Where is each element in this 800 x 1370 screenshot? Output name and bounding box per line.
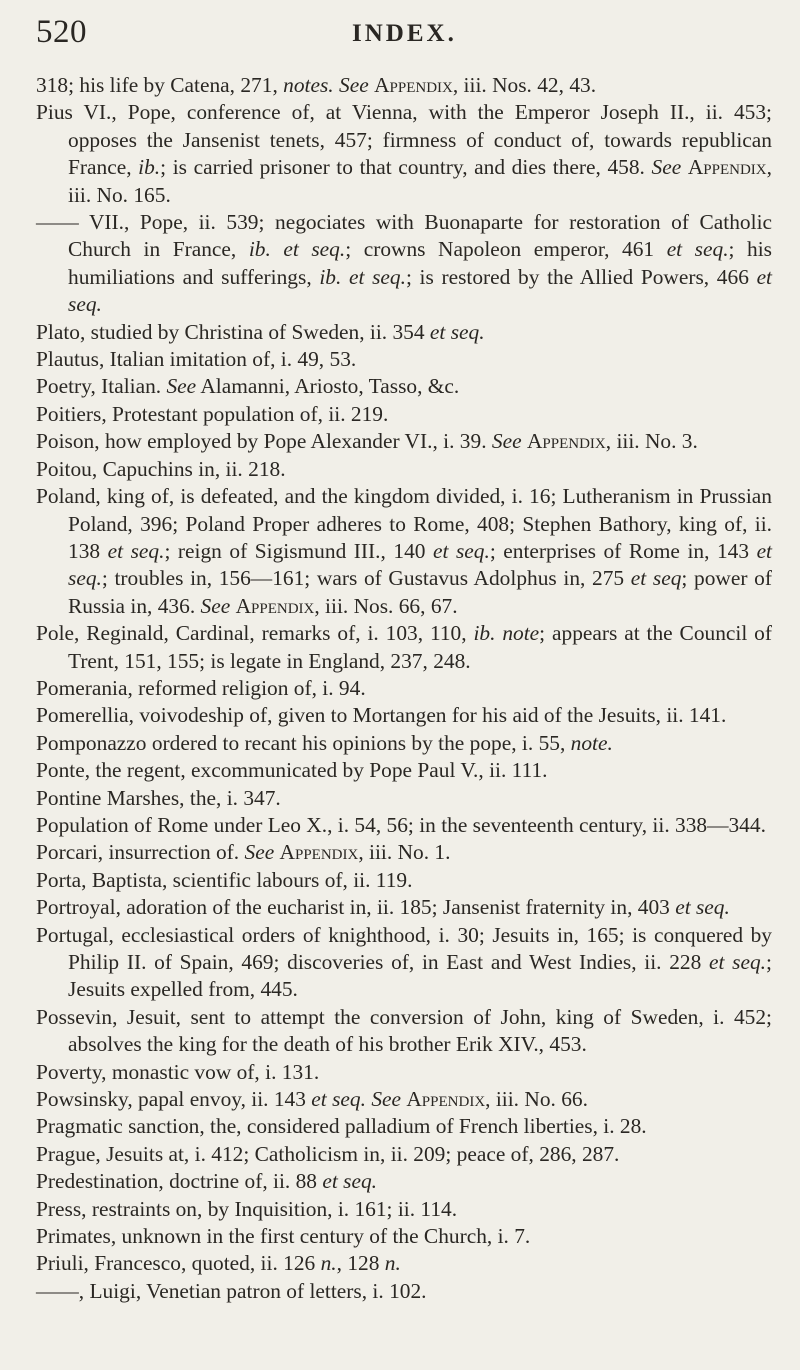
index-entry: [36, 346, 772, 373]
entry-text: ib. note: [473, 621, 540, 646]
entry-text: , iii. No. 66.: [485, 1087, 588, 1112]
entry-text: et seq.: [675, 895, 730, 920]
entry-text: ; is carried prisoner to that country, and dies there, 458.: [160, 155, 652, 180]
entry-text: ; crowns Napoleon emperor, 461: [345, 237, 667, 262]
page-number: 520: [36, 14, 87, 50]
index-entry: [36, 319, 772, 346]
index-entry: [36, 922, 772, 1004]
index-entry: [36, 483, 772, 620]
entry-text: Pius VI., Pope, conference of, at Vienna, with the Emperor Joseph II., ii. 453; opposes the Jansenist tenets, 457; firmness of conduct of, towards republican France,: [36, 100, 772, 180]
index-entry: [36, 428, 772, 455]
index-entry: [36, 730, 772, 757]
index-entry: [36, 839, 772, 866]
entry-text: ——, Luigi, Venetian patron of letters, i. 102.: [36, 1278, 427, 1303]
entry-text: note.: [570, 730, 613, 755]
index-entry: [36, 1059, 772, 1086]
entry-text: , iii. No. 165.: [68, 155, 772, 207]
entry-text: ; Jesuits expelled from, 445.: [68, 950, 772, 1002]
entry-text: ; troubles in, 156—161; wars of Gustavus Adolphus in, 275: [101, 566, 631, 591]
entry-text: Appendix: [687, 155, 767, 180]
page-header: [36, 14, 764, 54]
entry-text: Prague, Jesuits at, i. 412; Catholicism in, ii. 209; peace of, 286, 287.: [36, 1141, 620, 1166]
running-head: INDEX.: [352, 20, 457, 47]
entry-text: ib. et seq.: [319, 264, 406, 289]
entry-text: Powsinsky, papal envoy, ii. 143: [36, 1087, 312, 1112]
entry-text: Ponte, the regent, excommunicated by Pope Paul V., ii. 111.: [36, 758, 548, 783]
entry-text: , iii. No. 3.: [605, 429, 698, 454]
entry-text: Portugal, ecclesiastical orders of knighthood, i. 30; Jesuits in, 165; is conquered by Philip II. of Spain, 469; discoveries of, in East and West Indies, ii. 228: [36, 922, 772, 974]
entry-text: , 128: [336, 1251, 385, 1276]
index-entry: [36, 401, 772, 428]
index-entry: [36, 1141, 772, 1168]
index-entry: [36, 1004, 772, 1059]
entry-text: See: [200, 593, 231, 618]
index-entry: [36, 702, 772, 729]
entry-text: Pontine Marshes, the, i. 347.: [36, 785, 281, 810]
index-entry: [36, 675, 772, 702]
entry-text: et seq.: [666, 237, 729, 262]
entry-text: See: [166, 374, 197, 399]
entry-text: [681, 155, 688, 179]
entry-text: Appendix: [235, 593, 315, 618]
entry-text: et seq.: [322, 1169, 377, 1194]
entry-text: See: [244, 840, 275, 865]
entry-text: et seq.: [311, 1087, 366, 1112]
entry-text: Porta, Baptista, scientific labours of, ii. 119.: [36, 867, 413, 892]
entry-text: See: [651, 155, 682, 180]
entry-text: Portroyal, adoration of the eucharist in, ii. 185; Jansenist fraternity in, 403: [36, 895, 676, 920]
entry-text: Poison, how employed by Pope Alexander VI., i. 39.: [36, 429, 492, 454]
entry-text: See: [491, 429, 522, 454]
index-entry: [36, 620, 772, 675]
entry-text: Pragmatic sanction, the, considered palladium of French liberties, i. 28.: [36, 1114, 647, 1139]
entry-text: et seq.: [107, 538, 165, 563]
index-entries: [36, 72, 772, 1305]
index-entry: [36, 812, 772, 839]
entry-text: Appendix: [406, 1087, 486, 1112]
entry-text: Plautus, Italian imitation of, i. 49, 53.: [36, 347, 357, 372]
index-entry: [36, 373, 772, 400]
index-entry: [36, 757, 772, 784]
entry-text: ; power of Russia in, 436.: [68, 566, 772, 618]
entry-text: ; appears at the Council of Trent, 151, 155; is legate in England, 237, 248.: [68, 621, 772, 673]
entry-text: Press, restraints on, by Inquisition, i. 161; ii. 114.: [36, 1196, 458, 1221]
index-entry: [36, 1223, 772, 1250]
index-entry: [36, 785, 772, 812]
index-entry: [36, 1196, 772, 1223]
entry-text: ib.: [138, 155, 161, 180]
entry-text: ; reign of Sigismund III., 140: [164, 538, 433, 563]
entry-text: et seq.: [68, 264, 772, 317]
index-entry: [36, 209, 772, 319]
entry-text: et seq.: [68, 538, 772, 591]
entry-text: et seq.: [429, 319, 485, 344]
index-entry: [36, 99, 772, 209]
entry-text: Primates, unknown in the first century of the Church, i. 7.: [36, 1224, 531, 1249]
entry-text: Poitiers, Protestant population of, ii. 219.: [36, 401, 389, 426]
index-entry: [36, 1250, 772, 1277]
index-entry: [36, 72, 772, 99]
index-entry: [36, 1086, 772, 1113]
entry-text: Priuli, Francesco, quoted, ii. 126: [36, 1251, 321, 1276]
entry-text: Possevin, Jesuit, sent to attempt the conversion of John, king of Sweden, i. 452; absolves the king for the death of his brother Erik XIV., 453.: [36, 1004, 772, 1057]
entry-text: 318; his life by Catena, 271,: [36, 73, 284, 97]
entry-text: Pomerania, reformed religion of, i. 94.: [36, 675, 366, 700]
index-entry: [36, 894, 772, 921]
entry-text: Porcari, insurrection of.: [36, 840, 245, 865]
entry-text: ; enterprises of Rome in, 143: [489, 538, 757, 563]
entry-text: ib. et seq.: [248, 237, 346, 262]
entry-text: et seq.: [433, 538, 490, 563]
entry-text: See: [371, 1087, 401, 1112]
entry-text: , iii. No. 1.: [358, 840, 451, 865]
entry-text: Alamanni, Ariosto, Tasso, &c.: [196, 374, 460, 399]
index-entry: [36, 1168, 772, 1195]
entry-text: n.: [384, 1251, 401, 1276]
index-entry: [36, 867, 772, 894]
entry-text: Pole, Reginald, Cardinal, remarks of, i. 103, 110,: [36, 621, 474, 646]
entry-text: , iii. Nos. 66, 67.: [314, 593, 458, 618]
entry-text: , iii. Nos. 42, 43.: [452, 73, 597, 97]
entry-text: Poland, king of, is defeated, and the kingdom divided, i. 16; Lutheranism in Prussian Poland, 396; Poland Proper adheres to Rome, 408; Stephen Bathory, king of, ii. 138: [36, 484, 772, 563]
entry-text: —— VII., Pope, ii. 539; negociates with Buonaparte for restoration of Catholic Church in France,: [36, 210, 772, 262]
index-entry: [36, 456, 772, 483]
entry-text: n.: [320, 1251, 337, 1276]
entry-text: ; his humiliations and sufferings,: [68, 237, 773, 289]
entry-text: Pomponazzo ordered to recant his opinions by the pope, i. 55,: [36, 730, 571, 755]
entry-text: Poverty, monastic vow of, i. 131.: [36, 1059, 320, 1084]
entry-text: Appendix: [526, 429, 606, 454]
entry-text: et seq: [630, 566, 682, 591]
entry-text: Population of Rome under Leo X., i. 54, 56; in the seventeenth century, ii. 338—344.: [36, 812, 766, 837]
entry-text: Poetry, Italian.: [36, 374, 167, 399]
entry-text: notes.: [283, 73, 334, 97]
index-entry: [36, 1278, 772, 1305]
entry-text: Pomerellia, voivodeship of, given to Mortangen for his aid of the Jesuits, ii. 141.: [36, 703, 727, 728]
index-entry: [36, 1113, 772, 1140]
entry-text: Predestination, doctrine of, ii. 88: [36, 1169, 323, 1194]
entry-text: Plato, studied by Christina of Sweden, ii. 354: [36, 319, 430, 344]
entry-text: Appendix: [374, 73, 453, 97]
entry-text: et seq.: [709, 950, 767, 974]
entry-text: Appendix: [279, 840, 359, 865]
entry-text: ; is restored by the Allied Powers, 466: [405, 264, 757, 289]
entry-text: Poitou, Capuchins in, ii. 218.: [36, 456, 286, 481]
entry-text: See: [339, 73, 369, 97]
